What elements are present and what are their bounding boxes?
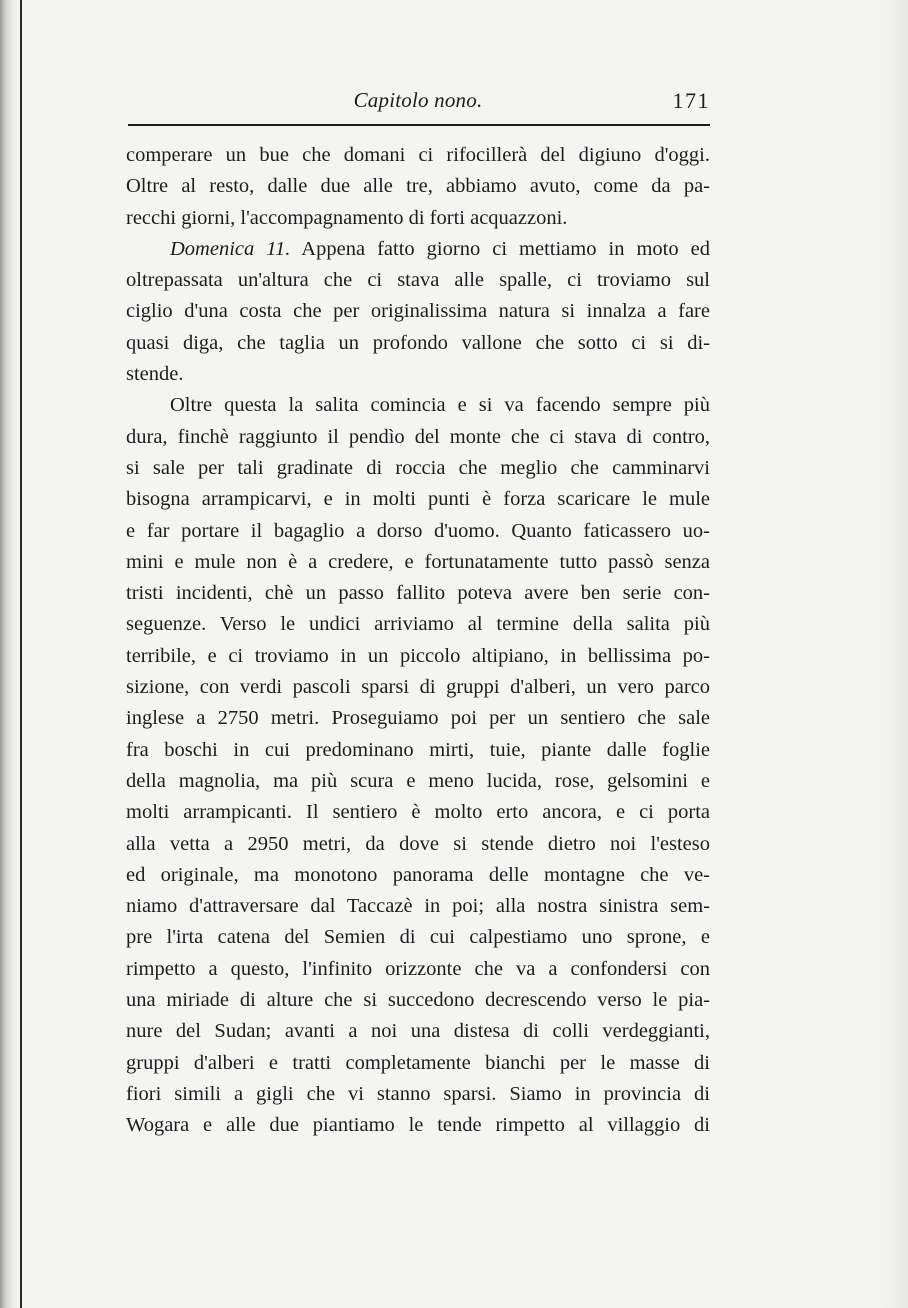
text-line: recchi giorni, l'accompagnamento di forti acquazzoni. [126,206,568,229]
text-line: mini e mule non è a credere, e fortunatamente tutto passò senza [126,550,710,573]
text-line: gruppi d'alberi e tratti completamente bianchi per le masse di [126,1051,710,1074]
text-line-content: Appena fatto giorno ci mettiamo in moto ed [301,237,710,260]
text-line: Oltre questa la salita comincia e si va facendo sempre più [170,394,710,417]
text-line: Oltre al resto, dalle due alle tre, abbiamo avuto, come da pa- [126,175,710,198]
text-line: sizione, con verdi pascoli sparsi di gruppi d'alberi, un vero parco [126,676,710,699]
text-line: pre l'irta catena del Semien di cui calpestiamo uno sprone, e [126,926,710,949]
page-header [126,86,710,116]
text-line: seguenze. Verso le undici arriviamo al termine della salita più [126,613,710,636]
text-line: alla vetta a 2950 metri, da dove si stende dietro noi l'esteso [126,832,710,855]
text-line: niamo d'attraversare dal Taccazè in poi; alla nostra sinistra sem- [126,895,710,918]
running-title: Capitolo nono. [353,88,483,112]
text-line: quasi diga, che taglia un profondo vallone che sotto ci si di- [126,331,710,354]
text-line [126,234,710,265]
text-line: terribile, e ci troviamo in un piccolo altipiano, in bellissima po- [126,644,710,667]
text-line: ed originale, ma monotono panorama delle montagne che ve- [126,863,710,886]
text-line: si sale per tali gradinate di roccia che meglio che camminarvi [126,456,710,479]
text-line: inglese a 2750 metri. Proseguiamo poi per un sentiero che sale [126,707,710,730]
text-line: rimpetto a questo, l'infinito orizzonte che va a confondersi con [126,957,710,980]
text-line: una miriade di alture che si succedono decrescendo verso le pia- [126,989,710,1012]
dateline: Domenica 11. [170,237,291,260]
page-left-shadow [0,0,20,1308]
text-line: dura, finchè raggiunto il pendìo del monte che ci stava di contro, [126,425,710,448]
text-line: nure del Sudan; avanti a noi una distesa di colli verdeggianti, [126,1020,710,1043]
text-line: bisogna arrampicarvi, e in molti punti è forza scaricare le mule [126,488,710,511]
body-text [126,140,710,1142]
text-line: stende. [126,363,184,386]
text-line: comperare un bue che domani ci rifocillerà del digiuno d'oggi. [126,144,710,166]
header-rule [128,124,710,126]
text-line: molti arrampicanti. Il sentiero è molto erto ancora, e ci porta [126,801,710,824]
text-line: Wogara e alle due piantiamo le tende rimpetto al villaggio di [126,1114,710,1137]
page-right-shadow [878,0,908,1308]
text-line: fiori simili a gigli che vi stanno sparsi. Siamo in provincia di [126,1082,710,1105]
text-line: e far portare il bagaglio a dorso d'uomo. Quanto faticassero uo- [126,519,710,542]
page-number: 171 [672,88,710,113]
page-left-border [20,0,22,1308]
text-line: tristi incidenti, chè un passo fallito poteva avere ben serie con- [126,582,710,605]
text-line: ciglio d'una costa che per originalissima natura si innalza a fare [126,300,710,323]
text-line: della magnolia, ma più scura e meno lucida, rose, gelsomini e [126,769,710,792]
text-line: oltrepassata un'altura che ci stava alle spalle, ci troviamo sul [126,269,710,292]
text-line: fra boschi in cui predominano mirti, tuie, piante dalle foglie [126,738,710,761]
